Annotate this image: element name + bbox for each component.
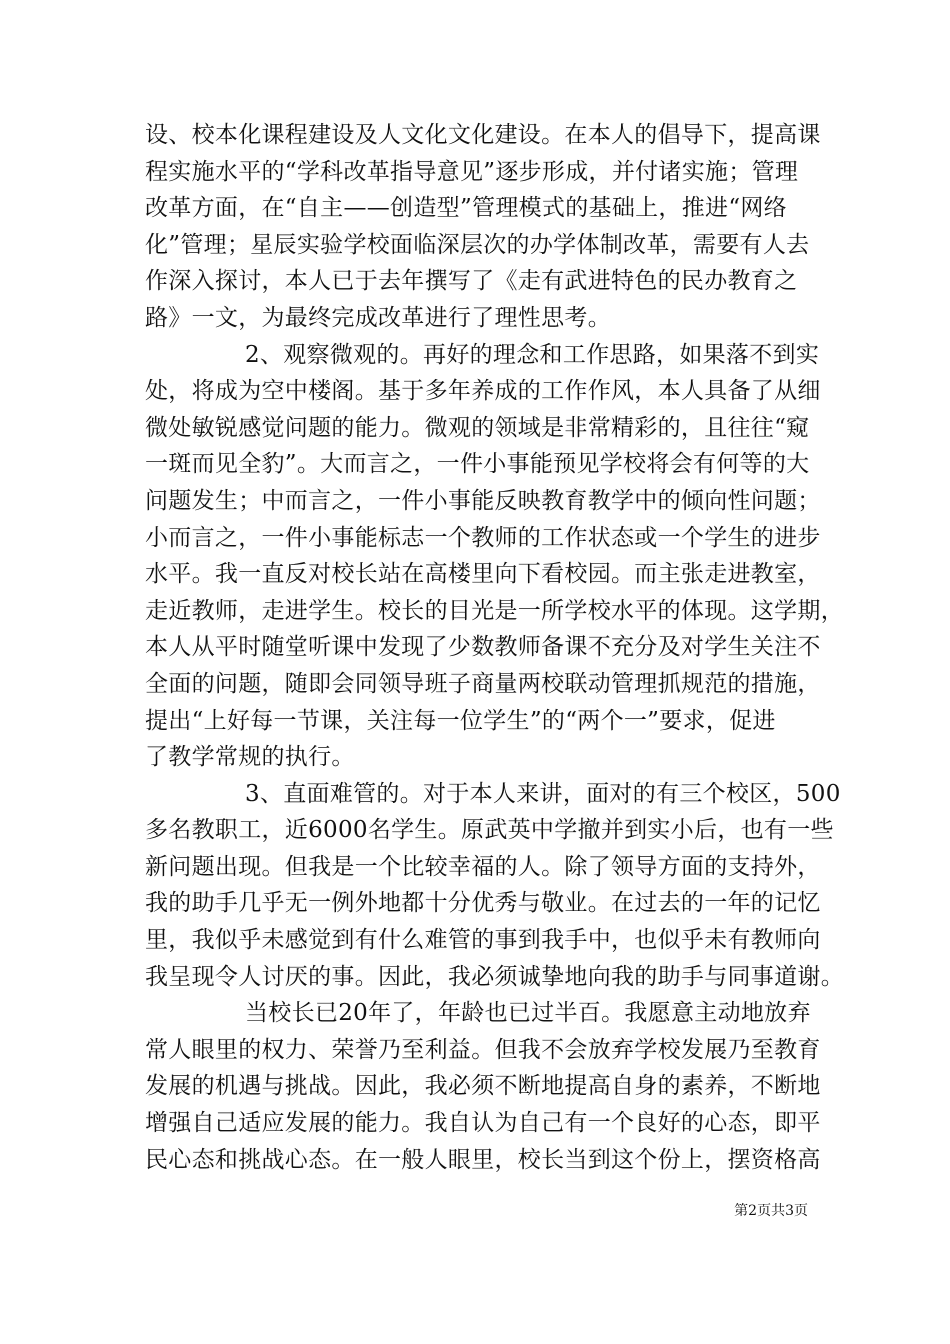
text-line: 小而言之，一件小事能标志一个教师的工作状态或一个学生的进步 bbox=[145, 524, 821, 551]
text-line: 化”管理；星辰实验学校面临深层次的办学体制改革，需要有人去 bbox=[145, 231, 810, 258]
text-line: 民心态和挑战心态。在一般人眼里，校长当到这个份上，摆资格高 bbox=[145, 1146, 821, 1173]
text-line: 作深入探讨，本人已于去年撰写了《走有武进特色的民办教育之 bbox=[145, 268, 798, 295]
text-line: 问题发生；中而言之，一件小事能反映教育教学中的倾向性问题； bbox=[145, 487, 821, 514]
paragraph-start-line: 2、观察微观的。再好的理念和工作思路，如果落不到实 bbox=[245, 341, 820, 368]
text-line: 一斑而见全豹”。大而言之，一件小事能预见学校将会有何等的大 bbox=[145, 451, 810, 478]
text-line: 路》一文，为最终完成改革进行了理性思考。 bbox=[145, 304, 611, 331]
text-line: 常人眼里的权力、荣誉乃至利益。但我不会放弃学校发展乃至教育 bbox=[145, 1036, 821, 1063]
text-line: 新问题出现。但我是一个比较幸福的人。除了领导方面的支持外， bbox=[145, 853, 821, 880]
text-line: 里，我似乎未感觉到有什么难管的事到我手中，也似乎未有教师向 bbox=[145, 927, 821, 954]
paragraph-start-line: 当校长已20年了，年龄也已过半百。我愿意主动地放弃 bbox=[245, 1000, 811, 1027]
text-line: 微处敏锐感觉问题的能力。微观的领域是非常精彩的，且往往“窥 bbox=[145, 414, 810, 441]
text-line: 本人从平时随堂听课中发现了少数教师备课不充分及对学生关注不 bbox=[145, 634, 821, 661]
text-line: 处，将成为空中楼阁。基于多年养成的工作作风，本人具备了从细 bbox=[145, 378, 821, 405]
text-line: 改革方面，在“自主——创造型”管理模式的基础上，推进“网络 bbox=[145, 195, 787, 222]
paragraph-start-line: 3、直面难管的。对于本人来讲，面对的有三个校区，500 bbox=[245, 780, 841, 807]
text-line: 全面的问题，随即会同领导班子商量两校联动管理抓规范的措施， bbox=[145, 670, 821, 697]
page-number: 第2页共3页 bbox=[734, 1203, 808, 1219]
text-line: 程实施水平的“学科改革指导意见”逐步形成，并付诸实施；管理 bbox=[145, 158, 799, 185]
text-line: 了教学常规的执行。 bbox=[145, 744, 355, 771]
text-line: 走近教师，走进学生。校长的目光是一所学校水平的体现。这学期， bbox=[145, 597, 844, 624]
text-line: 我呈现令人讨厌的事。因此，我必须诚挚地向我的助手与同事道谢。 bbox=[145, 963, 844, 990]
text-line: 多名教职工，近6000名学生。原武英中学撤并到实小后，也有一些 bbox=[145, 817, 834, 844]
text-line: 提出“上好每一节课，关注每一位学生”的“两个一”要求，促进 bbox=[145, 707, 776, 734]
text-line: 发展的机遇与挑战。因此，我必须不断地提高自身的素养，不断地 bbox=[145, 1073, 821, 1100]
text-line: 水平。我一直反对校长站在高楼里向下看校园。而主张走进教室， bbox=[145, 561, 821, 588]
text-line: 增强自己适应发展的能力。我自认为自己有一个良好的心态，即平 bbox=[145, 1110, 821, 1137]
document-body bbox=[145, 117, 844, 1178]
text-line: 设、校本化课程建设及人文化文化建设。在本人的倡导下，提高课 bbox=[145, 122, 821, 148]
text-line: 我的助手几乎无一例外地都十分优秀与敬业。在过去的一年的记忆 bbox=[145, 890, 821, 917]
